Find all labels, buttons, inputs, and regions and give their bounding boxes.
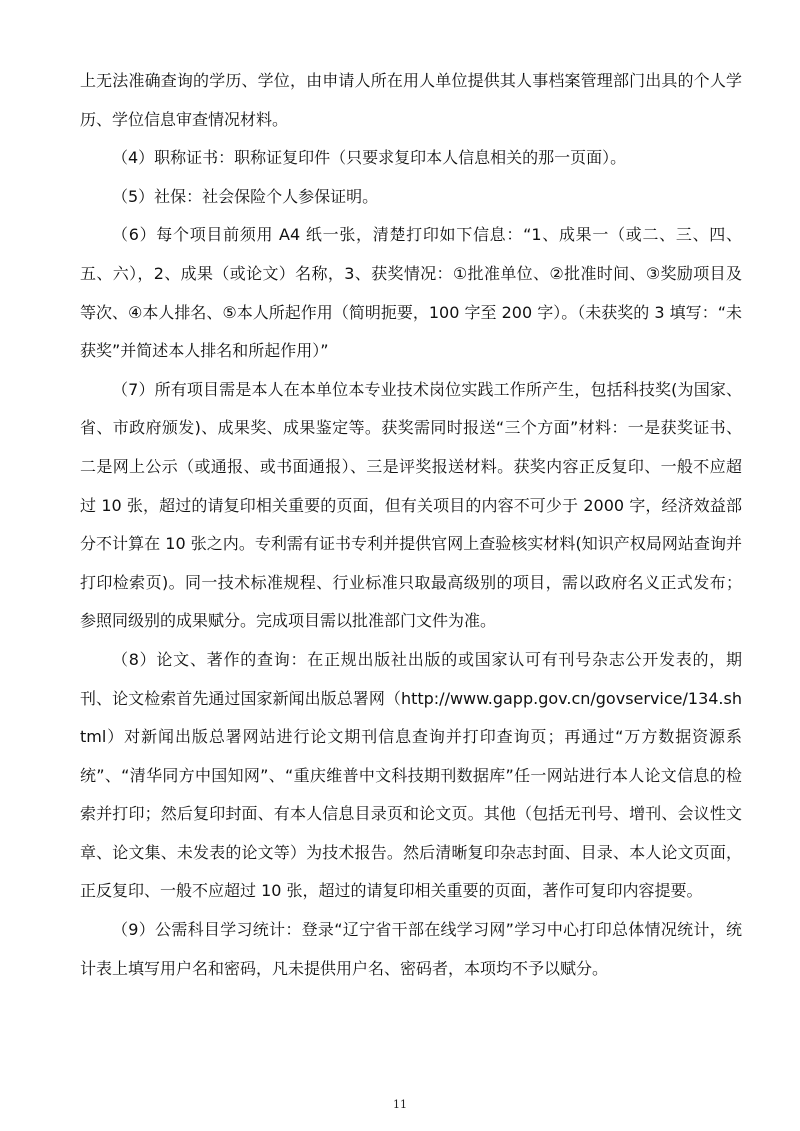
document-body xyxy=(80,62,742,988)
paragraph-item-6: （6）每个项目前须用 A4 纸一张，清楚打印如下信息：“1、成果一（或二、三、四、五、六），2、成果（或论文）名称，3、获奖情况：①批准单位、②批准时间、③奖励项目及等次、④本人排名、⑤本人所起作用（简明扼要，100 字至 200 字）。（未获奖的 3 填写：“未获奖”并简述本人排名和所起作用）” xyxy=(80,225,742,361)
paragraph-continued: 上无法准确查询的学历、学位，由申请人所在用人单位提供其人事档案管理部门出具的个人学历、学位信息审查情况材料。 xyxy=(80,71,742,129)
paragraph-item-8: （8）论文、著作的查询：在正规出版社出版的或国家认可有刊号杂志公开发表的，期刊、论文检索首先通过国家新闻出版总署网（http://www.gapp.gov.cn/govservice/134.shtml）对新闻出版总署网站进行论文期刊信息查询并打印查询页；再通过“万方数据资源系统”、“清华同方中国知网”、“重庆维普中文科技期刊数据库”任一网站进行本人论文信息的检索并打印；然后复印封面、有本人信息目录页和论文页。其他（包括无刊号、增刊、会议性文章、论文集、未发表的论文等）为技术报告。然后清晰复印杂志封面、目录、本人论文页面，正反复印、一般不应超过 10 张，超过的请复印相关重要的页面，著作可复印内容提要。 xyxy=(80,649,742,901)
paragraph-item-4: （4）职称证书：职称证复印件（只要求复印本人信息相关的那一页面）。 xyxy=(112,148,627,168)
page-number: 11 xyxy=(393,1098,407,1111)
paragraph-item-9: （9）公需科目学习统计：登录“辽宁省干部在线学习网”学习中心打印总体情况统计，统计表上填写用户名和密码，凡未提供用户名、密码者，本项均不予以赋分。 xyxy=(80,920,742,978)
paragraph-item-7: （7）所有项目需是本人在本单位本专业技术岗位实践工作所产生，包括科技奖(为国家、省、市政府颁发)、成果奖、成果鉴定等。获奖需同时报送“三个方面”材料：一是获奖证书、二是网上公示（或通报、或书面通报）、三是评奖报送材料。获奖内容正反复印、一般不应超过 10 张，超过的请复印相关重要的页面，但有关项目的内容不可少于 2000 字，经济效益部分不计算在 10 张之内。专利需有证书专利并提供官网上查验核实材料(知识产权局网站查询并打印检索页)。同一技术标准规程、行业标准只取最高级别的项目，需以政府名义正式发布；参照同级别的成果赋分。完成项目需以批准部门文件为准。 xyxy=(80,379,742,631)
paragraph-item-5: （5）社保：社会保险个人参保证明。 xyxy=(112,186,379,206)
